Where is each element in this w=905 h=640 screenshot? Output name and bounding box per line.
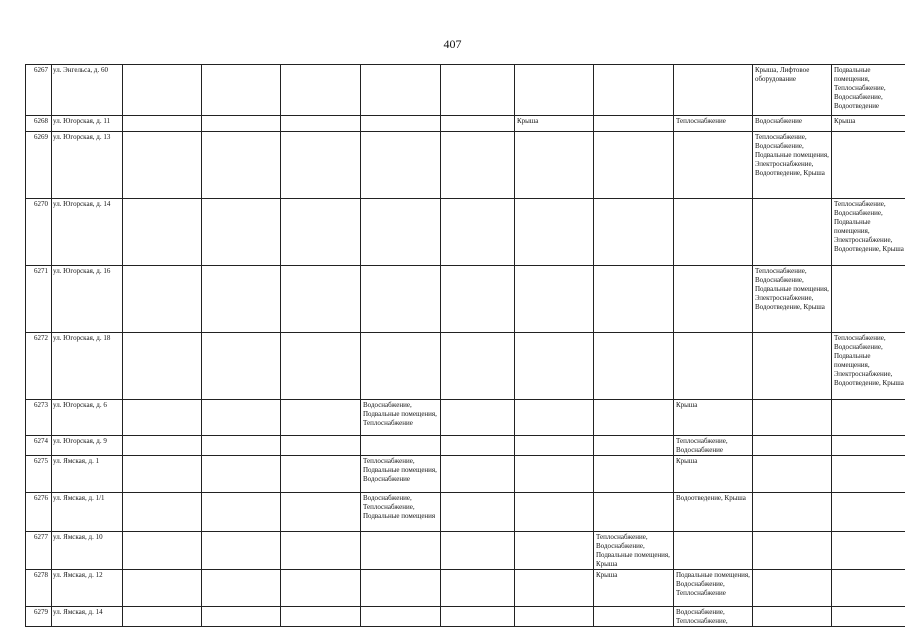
work-cell: Подвальные помещения, Водоснабжение, Теплоснабжение xyxy=(674,570,753,607)
work-cell xyxy=(753,400,832,436)
work-cell xyxy=(832,493,905,532)
work-cell xyxy=(594,333,674,400)
work-cell xyxy=(123,199,202,266)
work-cell xyxy=(202,607,281,627)
work-cell xyxy=(594,400,674,436)
work-cell: Теплоснабжение, Подвальные помещения, Водоснабжение xyxy=(361,456,441,493)
work-cell xyxy=(123,570,202,607)
row-number: 6269 xyxy=(26,132,52,199)
work-cell xyxy=(123,132,202,199)
work-cell xyxy=(361,607,441,627)
row-number: 6273 xyxy=(26,400,52,436)
work-cell xyxy=(594,266,674,333)
work-cell xyxy=(441,532,515,570)
table-row xyxy=(26,266,905,333)
work-cell xyxy=(361,199,441,266)
table-row xyxy=(26,607,905,627)
table-row xyxy=(26,199,905,266)
address-cell: ул. Ямская, д. 1 xyxy=(52,456,123,493)
work-cell xyxy=(281,436,361,456)
work-cell xyxy=(281,266,361,333)
work-cell xyxy=(123,116,202,132)
table-body xyxy=(26,65,905,627)
work-cell xyxy=(594,65,674,116)
work-cell xyxy=(441,493,515,532)
address-cell: ул. Югорская, д. 16 xyxy=(52,266,123,333)
work-cell xyxy=(441,65,515,116)
work-cell xyxy=(753,436,832,456)
work-cell xyxy=(515,400,594,436)
work-cell: Теплоснабжение, Водоснабжение, Подвальные помещения, Электроснабжение, Водоотведение, Крыша xyxy=(753,266,832,333)
work-cell xyxy=(441,436,515,456)
table-row xyxy=(26,532,905,570)
address-cell: ул. Ямская, д. 12 xyxy=(52,570,123,607)
row-number: 6271 xyxy=(26,266,52,333)
row-number: 6268 xyxy=(26,116,52,132)
work-cell: Водоснабжение, Теплоснабжение, xyxy=(674,607,753,627)
row-number: 6276 xyxy=(26,493,52,532)
work-cell xyxy=(594,436,674,456)
work-cell xyxy=(515,436,594,456)
work-cell xyxy=(674,266,753,333)
work-cell xyxy=(441,116,515,132)
work-cell xyxy=(123,65,202,116)
work-cell xyxy=(832,436,905,456)
page-number: 407 xyxy=(443,37,462,51)
table-row xyxy=(26,400,905,436)
work-cell xyxy=(361,532,441,570)
work-cell xyxy=(123,532,202,570)
work-cell xyxy=(281,456,361,493)
address-cell: ул. Югорская, д. 11 xyxy=(52,116,123,132)
row-number: 6272 xyxy=(26,333,52,400)
work-cell xyxy=(281,333,361,400)
work-cell xyxy=(123,607,202,627)
address-cell: ул. Югорская, д. 9 xyxy=(52,436,123,456)
work-cell xyxy=(753,570,832,607)
table-row xyxy=(26,65,905,116)
work-cell xyxy=(515,607,594,627)
work-cell: Теплоснабжение xyxy=(674,116,753,132)
table-row xyxy=(26,456,905,493)
work-cell: Теплоснабжение, Водоснабжение, Подвальные помещения, Электроснабжение, Водоотведение, Крыша xyxy=(753,132,832,199)
work-cell: Водоснабжение, Теплоснабжение, Подвальные помещения xyxy=(361,493,441,532)
address-cell: ул. Югорская, д. 14 xyxy=(52,199,123,266)
work-cell: Водоснабжение, Подвальные помещения, Теплоснабжение xyxy=(361,400,441,436)
row-number: 6277 xyxy=(26,532,52,570)
work-cell xyxy=(441,570,515,607)
work-cell xyxy=(123,333,202,400)
work-cell xyxy=(832,570,905,607)
table-row xyxy=(26,436,905,456)
table-row xyxy=(26,116,905,132)
work-cell: Теплоснабжение, Водоснабжение xyxy=(674,436,753,456)
work-cell xyxy=(123,436,202,456)
work-cell xyxy=(515,199,594,266)
work-cell xyxy=(832,266,905,333)
work-cell: Водоснабжение xyxy=(753,116,832,132)
work-cell xyxy=(441,333,515,400)
work-cell xyxy=(753,607,832,627)
work-cell: Теплоснабжение, Водоснабжение, Подвальные помещения, Электроснабжение, Водоотведение, Крыша xyxy=(832,333,905,400)
work-cell xyxy=(202,436,281,456)
work-cell xyxy=(361,116,441,132)
work-cell xyxy=(202,400,281,436)
address-cell: ул. Ямская, д. 1/1 xyxy=(52,493,123,532)
work-cell xyxy=(674,333,753,400)
row-number: 6274 xyxy=(26,436,52,456)
work-cell xyxy=(281,132,361,199)
work-cell xyxy=(753,333,832,400)
address-cell: ул. Югорская, д. 13 xyxy=(52,132,123,199)
work-cell: Крыша xyxy=(594,570,674,607)
work-cell xyxy=(441,132,515,199)
work-cell xyxy=(361,333,441,400)
work-cell xyxy=(515,493,594,532)
work-cell xyxy=(753,493,832,532)
work-cell xyxy=(123,266,202,333)
work-cell xyxy=(202,456,281,493)
work-cell xyxy=(441,266,515,333)
row-number: 6270 xyxy=(26,199,52,266)
table-row xyxy=(26,132,905,199)
work-cell xyxy=(281,400,361,436)
work-cell xyxy=(281,199,361,266)
work-cell xyxy=(361,132,441,199)
work-cell xyxy=(123,493,202,532)
work-cell xyxy=(202,493,281,532)
work-cell xyxy=(202,570,281,607)
work-cell xyxy=(281,116,361,132)
work-cell: Крыша xyxy=(515,116,594,132)
address-cell: ул. Ямская, д. 10 xyxy=(52,532,123,570)
work-cell xyxy=(753,199,832,266)
work-cell xyxy=(281,493,361,532)
address-cell: ул. Энгельса, д. 60 xyxy=(52,65,123,116)
work-cell: Крыша, Лифтовое оборудование xyxy=(753,65,832,116)
work-cell xyxy=(594,493,674,532)
address-cell: ул. Ямская, д. 14 xyxy=(52,607,123,627)
work-cell xyxy=(441,400,515,436)
row-number: 6275 xyxy=(26,456,52,493)
work-cell xyxy=(594,456,674,493)
work-cell xyxy=(441,456,515,493)
work-cell xyxy=(674,65,753,116)
work-cell xyxy=(832,400,905,436)
work-cell xyxy=(515,532,594,570)
work-cell xyxy=(515,266,594,333)
work-cell xyxy=(123,400,202,436)
work-cell: Водоотведение, Крыша xyxy=(674,493,753,532)
work-cell xyxy=(594,607,674,627)
work-cell xyxy=(515,570,594,607)
work-cell xyxy=(594,199,674,266)
work-cell: Крыша xyxy=(832,116,905,132)
work-cell: Подвальные помещения, Теплоснабжение, Водоснабжение, Водоотведение xyxy=(832,65,905,116)
work-cell xyxy=(361,266,441,333)
work-cell xyxy=(832,456,905,493)
work-cell xyxy=(361,436,441,456)
work-cell xyxy=(202,132,281,199)
work-cell xyxy=(202,116,281,132)
work-cell xyxy=(515,65,594,116)
work-cell xyxy=(594,116,674,132)
work-cell: Крыша xyxy=(674,456,753,493)
work-cell: Теплоснабжение, Водоснабжение, Подвальные помещения, Крыша xyxy=(594,532,674,570)
work-cell xyxy=(361,65,441,116)
work-cell xyxy=(753,532,832,570)
work-cell xyxy=(441,199,515,266)
work-cell xyxy=(281,65,361,116)
work-cell: Теплоснабжение, Водоснабжение, Подвальные помещения, Электроснабжение, Водоотведение, Крыша xyxy=(832,199,905,266)
work-cell xyxy=(832,132,905,199)
work-cell xyxy=(202,65,281,116)
work-cell xyxy=(594,132,674,199)
work-cell xyxy=(515,333,594,400)
work-cell xyxy=(832,607,905,627)
work-cell xyxy=(281,570,361,607)
work-cell xyxy=(674,199,753,266)
repair-schedule-table xyxy=(25,64,905,627)
row-number: 6278 xyxy=(26,570,52,607)
work-cell xyxy=(202,333,281,400)
work-cell xyxy=(515,456,594,493)
work-cell xyxy=(202,532,281,570)
row-number: 6279 xyxy=(26,607,52,627)
work-cell xyxy=(674,532,753,570)
work-cell xyxy=(281,532,361,570)
table-row xyxy=(26,493,905,532)
table-row xyxy=(26,570,905,607)
row-number: 6267 xyxy=(26,65,52,116)
work-cell xyxy=(441,607,515,627)
work-cell xyxy=(361,570,441,607)
work-cell xyxy=(674,132,753,199)
work-cell: Крыша xyxy=(674,400,753,436)
work-cell xyxy=(281,607,361,627)
work-cell xyxy=(753,456,832,493)
work-cell xyxy=(123,456,202,493)
work-cell xyxy=(515,132,594,199)
table-row xyxy=(26,333,905,400)
address-cell: ул. Югорская, д. 6 xyxy=(52,400,123,436)
work-cell xyxy=(202,266,281,333)
address-cell: ул. Югорская, д. 18 xyxy=(52,333,123,400)
work-cell xyxy=(832,532,905,570)
work-cell xyxy=(202,199,281,266)
